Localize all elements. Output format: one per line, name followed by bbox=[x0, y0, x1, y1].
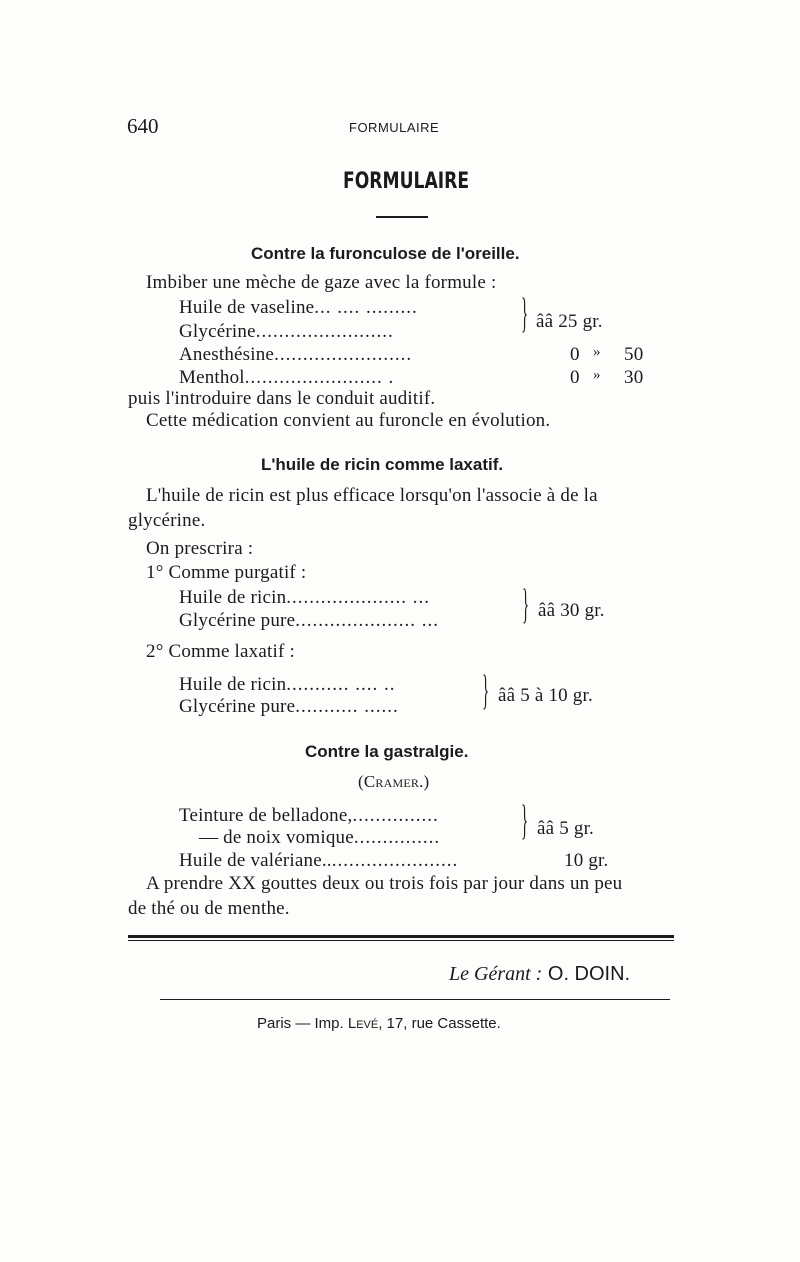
imprint: Paris — Imp. Levé, 17, rue Cassette. bbox=[257, 1015, 501, 1032]
author-credit: (Cramer.) bbox=[358, 772, 430, 791]
closing-rule bbox=[128, 935, 674, 938]
formula-row: Anesthésine........................ bbox=[179, 344, 413, 365]
item-label: 1° Comme purgatif : bbox=[146, 562, 307, 583]
quantity-fraction: 50 bbox=[624, 344, 644, 365]
brace-quantity: ââ 5 à 10 gr. bbox=[498, 685, 593, 706]
paragraph-line: L'huile de ricin est plus efficace lorsqu'on l'associe à de la bbox=[146, 485, 598, 506]
signature: Le Gérant : O. DOIN. bbox=[449, 963, 631, 985]
formula-row: Glycérine pure........... ...... bbox=[179, 696, 399, 717]
formula-row: Glycérine pure..................... ... bbox=[179, 610, 439, 631]
formula-row: Glycérine........................ bbox=[179, 321, 394, 342]
brace-quantity: ââ 5 gr. bbox=[537, 818, 594, 839]
closing-rule bbox=[128, 940, 674, 941]
formula-row: Teinture de belladone,............... bbox=[179, 805, 439, 826]
paragraph-line: de thé ou de menthe. bbox=[128, 898, 290, 919]
running-title: FORMULAIRE bbox=[349, 120, 440, 135]
item-label: 2° Comme laxatif : bbox=[146, 641, 295, 662]
formula-row: Huile de ricin........... .... .. bbox=[179, 674, 396, 695]
prescribe-line: On prescrira : bbox=[146, 538, 254, 559]
paragraph-line: glycérine. bbox=[128, 510, 206, 531]
section1-line-after: puis l'introduire dans le conduit auditif. bbox=[128, 388, 436, 409]
quantity: 10 gr. bbox=[564, 850, 609, 871]
quantity-whole: 0 bbox=[570, 344, 580, 365]
brace-quantity: ââ 30 gr. bbox=[538, 600, 605, 621]
formula-row: — de noix vomique............... bbox=[199, 827, 441, 848]
brace: } bbox=[521, 798, 529, 844]
quantity-whole: 0 bbox=[570, 367, 580, 388]
formula-row: Huile de vaseline... .... ......... bbox=[179, 297, 418, 318]
formula-row: Menthol........................ . bbox=[179, 367, 395, 388]
quantity-sep: » bbox=[593, 344, 601, 360]
section1-intro: Imbiber une mèche de gaze avec la formule : bbox=[146, 272, 497, 293]
section-heading-ricin: L'huile de ricin comme laxatif. bbox=[261, 455, 504, 474]
section-heading-gastralgie: Contre la gastralgie. bbox=[305, 742, 469, 761]
brace: } bbox=[521, 291, 529, 337]
brace: } bbox=[482, 668, 490, 714]
quantity-sep: » bbox=[593, 367, 601, 383]
brace-quantity: ââ 25 gr. bbox=[536, 311, 603, 332]
formula-row: Huile de valériane........................ bbox=[179, 850, 459, 871]
page-number: 640 bbox=[127, 114, 159, 138]
page-title: FORMULAIRE bbox=[343, 169, 470, 194]
quantity-fraction: 30 bbox=[624, 367, 644, 388]
brace: } bbox=[522, 582, 530, 628]
section1-note: Cette médication convient au furoncle en évolution. bbox=[146, 410, 551, 431]
paragraph-line: A prendre XX gouttes deux ou trois fois par jour dans un peu bbox=[146, 873, 623, 894]
title-rule bbox=[376, 216, 428, 218]
formula-row: Huile de ricin..................... ... bbox=[179, 587, 431, 608]
footer-rule bbox=[160, 999, 670, 1000]
section-heading-furonculose: Contre la furonculose de l'oreille. bbox=[251, 244, 520, 263]
